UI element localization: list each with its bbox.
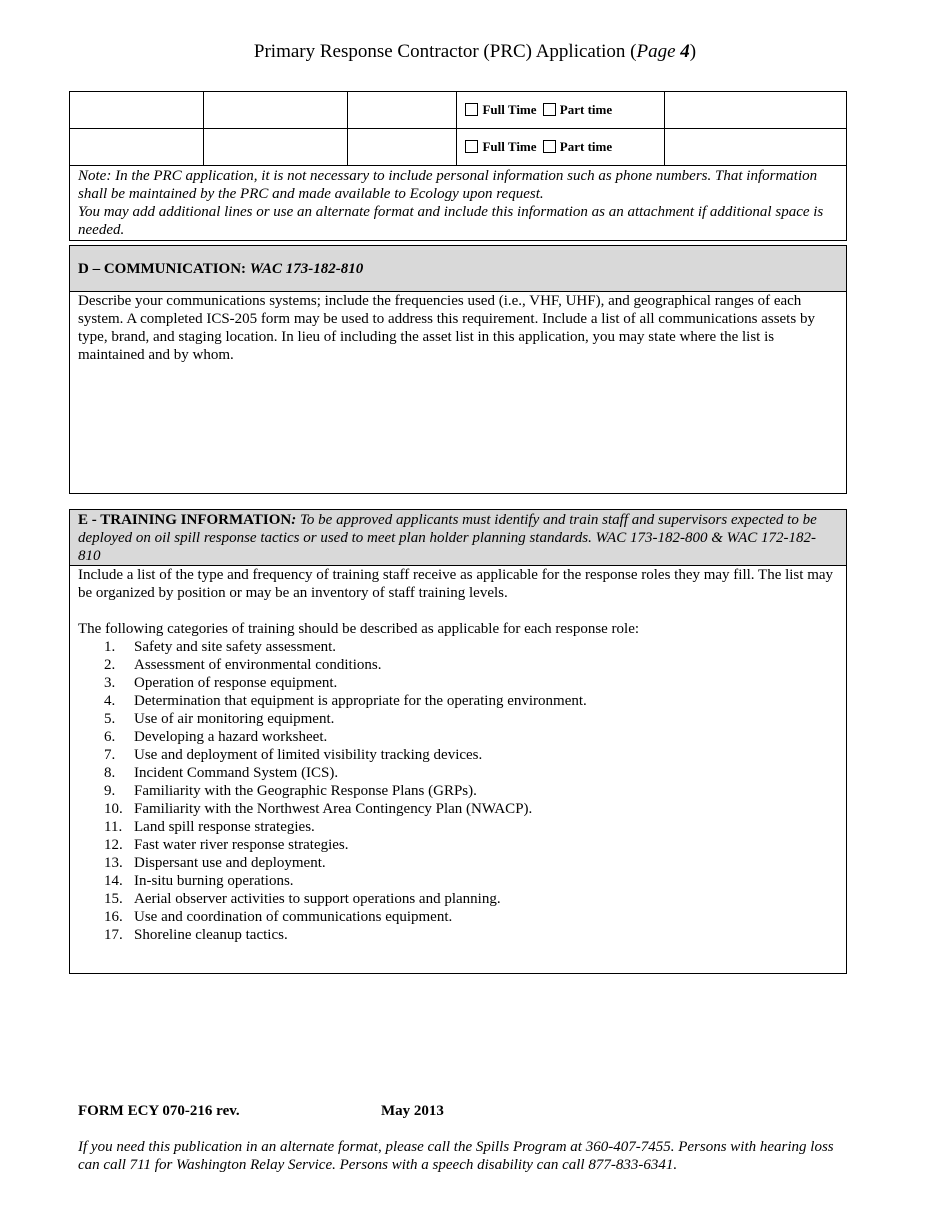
- list-item-text: Safety and site safety assessment.: [134, 639, 337, 655]
- section-d-description: Describe your communications systems; include the frequencies used (i.e., VHF, UHF), and geographical ranges of each system. A completed ICS-205 form may be used to address this requirement. Include a list of all communications assets by type, brand, and staging location. In lieu of including the asset list in this application, you may state where the list is maintained and by whom.: [78, 293, 815, 363]
- full-time-label: Full Time: [482, 139, 537, 154]
- section-training: [69, 509, 847, 974]
- table-row: [70, 92, 847, 129]
- list-item-text: Familiarity with the Northwest Area Contingency Plan (NWACP).: [134, 801, 533, 817]
- section-d-title: D – COMMUNICATION:: [78, 261, 250, 277]
- page-title: [0, 40, 950, 64]
- list-item-text: Shoreline cleanup tactics.: [134, 927, 288, 943]
- note-cell: [70, 166, 847, 241]
- training-category-list: [78, 638, 838, 944]
- list-item-text: Use and deployment of limited visibility tracking devices.: [134, 747, 483, 763]
- list-item: [78, 926, 838, 944]
- table-row: [70, 129, 847, 166]
- list-item: [78, 908, 838, 926]
- list-item-text: Aerial observer activities to support operations and planning.: [134, 891, 501, 907]
- section-communication: [69, 245, 847, 494]
- full-time-checkbox[interactable]: [465, 103, 478, 116]
- section-d-header: [70, 246, 846, 292]
- list-item-text: Determination that equipment is appropriate for the operating environment.: [134, 693, 587, 709]
- note-line-2: You may add additional lines or use an alternate format and include this information as an attachment if additional space is needed.: [78, 204, 824, 238]
- list-item: [78, 818, 838, 836]
- employment-type-cell: [457, 92, 665, 129]
- staff-cell[interactable]: [347, 129, 457, 166]
- list-item-text: Incident Command System (ICS).: [134, 765, 339, 781]
- list-item-number: 13.: [104, 855, 123, 871]
- list-item-number: 3.: [104, 675, 116, 691]
- page-number: 4: [680, 41, 690, 62]
- page-title-text: Primary Response Contractor (PRC) Application (: [253, 41, 637, 62]
- section-e-intro: Include a list of the type and frequency of training staff receive as applicable for the response roles they may fill. The list may be organized by position or may be an inventory of staff training levels.: [78, 567, 834, 601]
- list-item-text: Dispersant use and deployment.: [134, 855, 326, 871]
- list-item: [78, 674, 838, 692]
- list-item: [78, 800, 838, 818]
- list-item-number: 9.: [104, 783, 116, 799]
- full-time-label: Full Time: [482, 102, 537, 117]
- list-item-number: 4.: [104, 693, 116, 709]
- list-item-number: 1.: [104, 639, 116, 655]
- list-item-number: 16.: [104, 909, 123, 925]
- section-e-title: E - TRAINING INFORMATION: [78, 512, 292, 528]
- list-item: [78, 692, 838, 710]
- note-row: [70, 166, 847, 241]
- list-item-number: 6.: [104, 729, 116, 745]
- list-item-number: 2.: [104, 657, 116, 673]
- section-e-header: [70, 510, 846, 566]
- list-item: [78, 638, 838, 656]
- list-item-text: Assessment of environmental conditions.: [134, 657, 382, 673]
- staff-cell[interactable]: [70, 92, 204, 129]
- section-e-subtitle: To be approved applicants must identify and train staff and supervisors expected to be deployed on oil spill response tactics or used to meet plan holder planning standards. WAC 173-182-800 & WAC 172-182-810: [78, 512, 817, 564]
- part-time-checkbox[interactable]: [543, 103, 556, 116]
- list-item: [78, 728, 838, 746]
- full-time-checkbox[interactable]: [465, 140, 478, 153]
- section-d-body[interactable]: [70, 292, 846, 364]
- list-item-number: 15.: [104, 891, 123, 907]
- list-item: [78, 710, 838, 728]
- part-time-label: Part time: [559, 139, 613, 154]
- form-id: FORM ECY 070-216 rev.: [78, 1103, 240, 1119]
- list-item-text: Use and coordination of communications equipment.: [134, 909, 453, 925]
- list-item-text: Operation of response equipment.: [134, 675, 338, 691]
- list-item-number: 5.: [104, 711, 116, 727]
- list-item-number: 11.: [104, 819, 123, 835]
- part-time-label: Part time: [559, 102, 613, 117]
- page-title-suffix: ): [689, 41, 697, 62]
- list-item: [78, 890, 838, 908]
- accessibility-note: If you need this publication in an alternate format, please call the Spills Program at 360-407-7455. Persons with hearing loss can call 711 for Washington Relay Service. Persons with a speech disability can call 877-833-6341.: [78, 1139, 834, 1173]
- list-item-number: 10.: [104, 801, 123, 817]
- list-item: [78, 782, 838, 800]
- section-e-categories-intro: The following categories of training should be described as applicable for each response role:: [78, 621, 640, 637]
- note-line-1: Note: In the PRC application, it is not necessary to include personal information such as phone numbers. That information shall be maintained by the PRC and made available to Ecology upon request.: [78, 168, 818, 202]
- staff-cell[interactable]: [203, 129, 347, 166]
- form-date: May 2013: [381, 1103, 444, 1119]
- list-item: [78, 854, 838, 872]
- list-item-text: Land spill response strategies.: [134, 819, 315, 835]
- staff-cell[interactable]: [665, 129, 847, 166]
- section-d-wac: WAC 173-182-810: [249, 261, 364, 277]
- list-item-number: 7.: [104, 747, 116, 763]
- list-item-number: 8.: [104, 765, 116, 781]
- list-item: [78, 746, 838, 764]
- list-item-text: Use of air monitoring equipment.: [134, 711, 335, 727]
- list-item-text: Developing a hazard worksheet.: [134, 729, 328, 745]
- staff-cell[interactable]: [70, 129, 204, 166]
- page-word: Page: [636, 41, 681, 62]
- list-item: [78, 872, 838, 890]
- section-e-colon: :: [291, 512, 297, 528]
- staff-cell[interactable]: [347, 92, 457, 129]
- list-item-text: Fast water river response strategies.: [134, 837, 349, 853]
- part-time-checkbox[interactable]: [543, 140, 556, 153]
- list-item: [78, 656, 838, 674]
- list-item-text: Familiarity with the Geographic Response Plans (GRPs).: [134, 783, 477, 799]
- list-item: [78, 836, 838, 854]
- list-item-text: In-situ burning operations.: [134, 873, 294, 889]
- staff-table: [69, 91, 847, 241]
- employment-type-cell: [457, 129, 665, 166]
- list-item-number: 12.: [104, 837, 123, 853]
- list-item-number: 14.: [104, 873, 123, 889]
- list-item-number: 17.: [104, 927, 123, 943]
- list-item: [78, 764, 838, 782]
- staff-cell[interactable]: [665, 92, 847, 129]
- section-e-body[interactable]: [70, 566, 846, 944]
- staff-cell[interactable]: [203, 92, 347, 129]
